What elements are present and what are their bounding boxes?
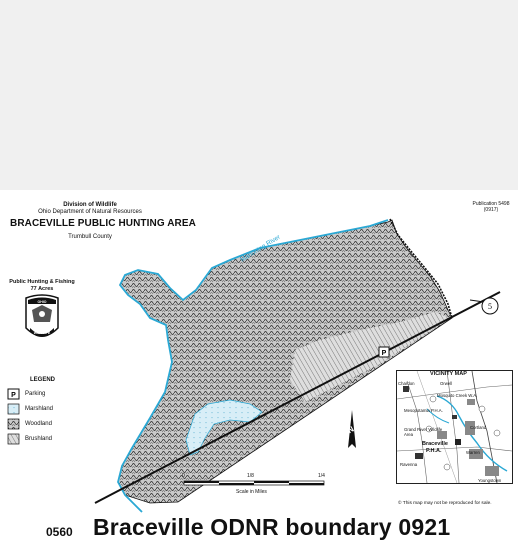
- vicinity-orwell: Orwell: [440, 381, 453, 386]
- vicinity-mesopotamia: Mesopotamia P.H.A.: [404, 408, 443, 413]
- vicinity-youngstown: Youngstown: [478, 478, 502, 483]
- scale-label: Scale in Miles: [236, 489, 267, 495]
- legend-brushland: Brushland: [25, 436, 53, 442]
- vicinity-cortland: Cortland: [470, 425, 487, 430]
- vicinity-pha: P.H.A.: [426, 448, 442, 454]
- county-label: Trumbull County: [68, 234, 112, 240]
- vicinity-title: VICINITY MAP: [430, 371, 467, 377]
- legend-marshland: Marshland: [25, 406, 54, 412]
- scale-tick-0: 0: [182, 473, 185, 479]
- vicinity-braceville: Braceville: [422, 441, 448, 447]
- division-label: Division of Wildlife: [63, 202, 117, 208]
- parking-label: P: [381, 350, 387, 357]
- reproduction-notice: © This map may not be reproduced for sale.: [398, 501, 492, 506]
- vicinity-chardon: Chardon: [398, 381, 415, 386]
- legend-woodland: Woodland: [25, 421, 52, 427]
- north-label: N: [345, 424, 356, 436]
- caption-number: 0560: [46, 525, 73, 539]
- scale-bar: [184, 481, 324, 485]
- route-5-label: 5: [488, 302, 492, 311]
- area-info-acres: 77 Acres: [30, 286, 54, 292]
- publication-code: (0917): [483, 207, 499, 213]
- legend-parking: Parking: [25, 391, 46, 397]
- legend-title: LEGEND: [30, 377, 56, 383]
- legend-parking-symbol: P: [11, 392, 16, 399]
- ohio-wildlife-badge: [26, 295, 58, 337]
- publication-label: Publication 5498: [472, 201, 510, 207]
- caption-text: Braceville ODNR boundary 0921: [93, 514, 451, 540]
- scale-tick-1: 1/8: [247, 473, 254, 479]
- department-label: Ohio Department of Natural Resources: [38, 209, 142, 215]
- vicinity-mosquito: Mosquito Creek W.A.: [437, 393, 478, 398]
- legend-symbols: [8, 389, 19, 444]
- north-arrow: [346, 410, 356, 448]
- vicinity-grand-river: Grand River Wildlife Area: [404, 427, 443, 437]
- badge-top-text: OHIO: [37, 300, 47, 304]
- vicinity-ravenna: Ravenna: [400, 462, 418, 467]
- area-info-line1: Public Hunting & Fishing: [9, 279, 75, 285]
- vicinity-warren: Warren: [466, 450, 480, 455]
- scale-tick-2: 1/4: [318, 473, 325, 479]
- badge-bottom-text: WILDLIFE: [33, 331, 51, 335]
- river-label: Mahoning River: [239, 233, 282, 264]
- map-title: BRACEVILLE PUBLIC HUNTING AREA: [10, 218, 196, 229]
